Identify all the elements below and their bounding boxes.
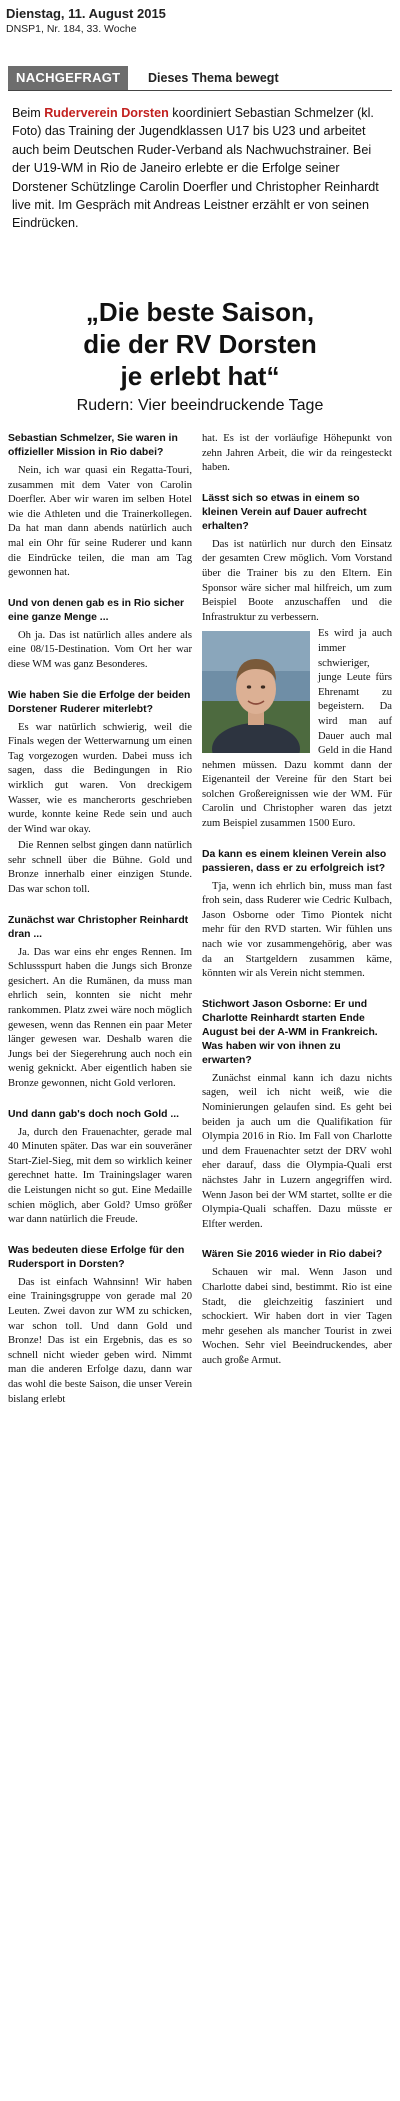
headline-line-1: „Die beste Saison, <box>85 297 315 327</box>
question: Lässt sich so etwas in einem so kleinen Verein auf Dauer aufrecht erhalten? <box>202 492 367 532</box>
topic-bar <box>8 66 392 91</box>
question: Wären Sie 2016 wieder in Rio dabei? <box>202 1249 383 1261</box>
intro-prefix: Beim <box>12 106 45 120</box>
intro-text: koordiniert Sebastian Schmelzer (kl. Foto) das Training der Jugendklassen U17 bis U23 und arbeitet auch beim Deutschen Ruder-Verband als Nachwuchstrainer. Bei der U19-WM in Rio de Janeiro erlebte er die Erfolge seiner Dorstener Schützlinge Carolin Doerfler und Christopher Reinhardt live mit. Im Gespräch mit Andreas Leistner erzählt er von seinen Eindrücken. <box>12 106 379 231</box>
headline-line-2: die der RV Dorsten <box>83 329 317 359</box>
portrait-photo <box>202 631 310 753</box>
photo-wrap <box>202 627 392 831</box>
subheadline: Rudern: Vier beeindruckende Tage <box>76 397 324 414</box>
question: Wie haben Sie die Erfolge der beiden Dorstener Ruderer miterlebt? <box>8 689 191 715</box>
question: Was bedeuten diese Erfolge für den Rudersport in Dorsten? <box>8 1244 185 1270</box>
answer: Das ist natürlich nur durch den Einsatz der gesamten Crew möglich. Vom Vorstand über die Trainer bis zu den Eltern. Ein Sponsor wäre sicher mal hilfreich, um zum Beispiel Boote anzuschaffen und die Infrastruktur zu verbessern. <box>202 538 392 623</box>
answer: Schauen wir mal. Wenn Jason und Charlotte dabei sind, bestimmt. Rio ist eine Stadt, die gleichzeitig fasziniert und schockiert. Wir haben dort in vier Tagen mehr gesehen als mancher Tourist in zwei Wochen. Sehr viel Beeindruckendes, aber auch große Armut. <box>202 1267 392 1366</box>
article-column-2 <box>202 432 392 1371</box>
article-column-1 <box>8 432 192 1409</box>
question: Sebastian Schmelzer, Sie waren in offizieller Mission in Rio dabei? <box>8 433 178 458</box>
headline <box>0 296 400 392</box>
answer: Oh ja. Das ist natürlich alles andere als eine 08/15-Destination. Vom Ort her war diese WM was ganz Besonderes. <box>8 629 192 670</box>
answer: Das ist einfach Wahnsinn! Wir haben eine Trainingsgruppe von gerade mal 20 Leuten. Zwei davon zur WM zu schicken, war schon toll. Und dann Gold und Bronze! Das ist ein Ergebnis, das es so schnell nicht wieder geben wird. Nimmt man die anderen Erfolge dazu, dann war das wohl die beste Saison, die unser Verein bislang erlebt <box>8 1276 192 1405</box>
club-name: Ruderverein Dorsten <box>44 106 169 120</box>
question: Da kann es einem kleinen Verein also passieren, dass er zu erfolgreich ist? <box>202 848 387 874</box>
question: Zunächst war Christopher Reinhardt dran ... <box>8 914 189 940</box>
issue-info: DNSP1, Nr. 184, 33. Woche <box>6 23 137 35</box>
topic-subtitle: Dieses Thema bewegt <box>148 71 279 85</box>
answer: Die Rennen selbst gingen dann natürlich sehr schnell über die Bühne. Gold und Bronze innerhalb einer einzigen Stunde. Das war schon toll. <box>8 840 192 896</box>
answer-continued: hat. Es ist der vorläufige Höhepunkt von zehn Jahren Arbeit, die wir da reingesteckt haben. <box>202 433 392 474</box>
answer: Es wird ja auch immer schwieriger, junge Leute fürs Ehrenamt zu begeistern. Da wird man auf Dauer auch mal Geld in die Hand nehmen müssen. Dazu kommt dann der Eigenanteil der Vereine für den Start bei solchen Großereignissen wie der WM. Für Carolin und Christopher waren das jetzt zum Beispiel zusammen 1500 Euro. <box>202 628 392 830</box>
page-meta <box>6 6 166 36</box>
answer: Nein, ich war quasi ein Regatta-Touri, zusammen mit dem Vater von Carolin Doerfler. Aber wir waren im selben Hotel wie die Athleten und die Trainerkollegen. Da hat man dann abends natürlich auch mal ein Ohr für seine Ruderer und kann die Eindrücke teilen, die man am Tag gewonnen hat. <box>8 465 192 579</box>
publication-date: Dienstag, 11. August 2015 <box>6 6 166 21</box>
headline-line-3: je erlebt hat“ <box>120 361 280 391</box>
question: Und dann gab's doch noch Gold ... <box>8 1108 180 1120</box>
answer: Tja, wenn ich ehrlich bin, muss man fast froh sein, dass Ruderer wie Cedric Kulbach, Jason Osborne oder Timo Piontek nicht mehr für den RVD starten. Wir fühlen uns nach wie vor zusammengehörig, aber was da an Startgeldern zusammen käme, könnten wir als Verein nicht stemmen. <box>202 880 392 980</box>
question: Stichwort Jason Osborne: Er und Charlotte Reinhardt starten Ende August bei der A-WM in Frankreich. Was haben wir von ihnen zu erwarten? <box>202 998 378 1066</box>
answer: Ja, durch den Frauenachter, gerade mal 40 Minuten später. Das war ein souveräner Start-Ziel-Sieg, mit dem so wirklich keiner gerechnet hatte. Im Trainingslager waren die Leistungen nicht so gut. Eine Medaille schien möglich, aber Gold? Umso größer war dann natürlich die Freude. <box>8 1126 192 1226</box>
answer: Ja. Das war eins ehr enges Rennen. Im Schlussspurt haben die Jungs sich Bronze gesichert. An die Rumänen, da muss man ehrlich sein, konnten sie nicht mehr rankommen. Platz zwei wäre noch möglich gewesen, wenn das Rennen ein paar Meter länger gewesen war. Deshalb waren die Jungs bei der Siegerehrung auch noch ein wenig geknickt. Aber eigentlich haben sie Bronze gewonnen, nicht Gold verloren. <box>8 946 192 1089</box>
answer: Zunächst einmal kann ich dazu nichts sagen, weil ich nicht weiß, wie die Nominierungen gelaufen sind. Es geht bei beiden ja auch um die Qualifikation für Olympia 2016 in Rio. Im Fall von Charlotte und dem Frauenachter setzt der DRV wohl eher darauf, dass die Olympia-Quali erst nächstes Jahr in Luzern angegriffen wird. Wenn Jason bei der WM startet, sollte er die Olympia-Quali schaffen. Dazu müsste er Elfter werden. <box>202 1072 392 1230</box>
portrait-illustration <box>202 631 310 753</box>
answer: Es war natürlich schwierig, weil die Finals wegen der Wetterwarnung um einen Tag vorgezogen wurden. Dabei muss ich sagen, dass die Bedingungen in Rio wirklich gut waren. Von dreckigem Wasser, wie es mancherorts geschrieben wurde, konnte keine Rede sein und auch der Wind war okay. <box>8 721 192 835</box>
intro-paragraph <box>12 104 388 233</box>
topic-label: NACHGEFRAGT <box>8 66 128 90</box>
question: Und von denen gab es in Rio sicher eine ganze Menge ... <box>8 597 185 623</box>
